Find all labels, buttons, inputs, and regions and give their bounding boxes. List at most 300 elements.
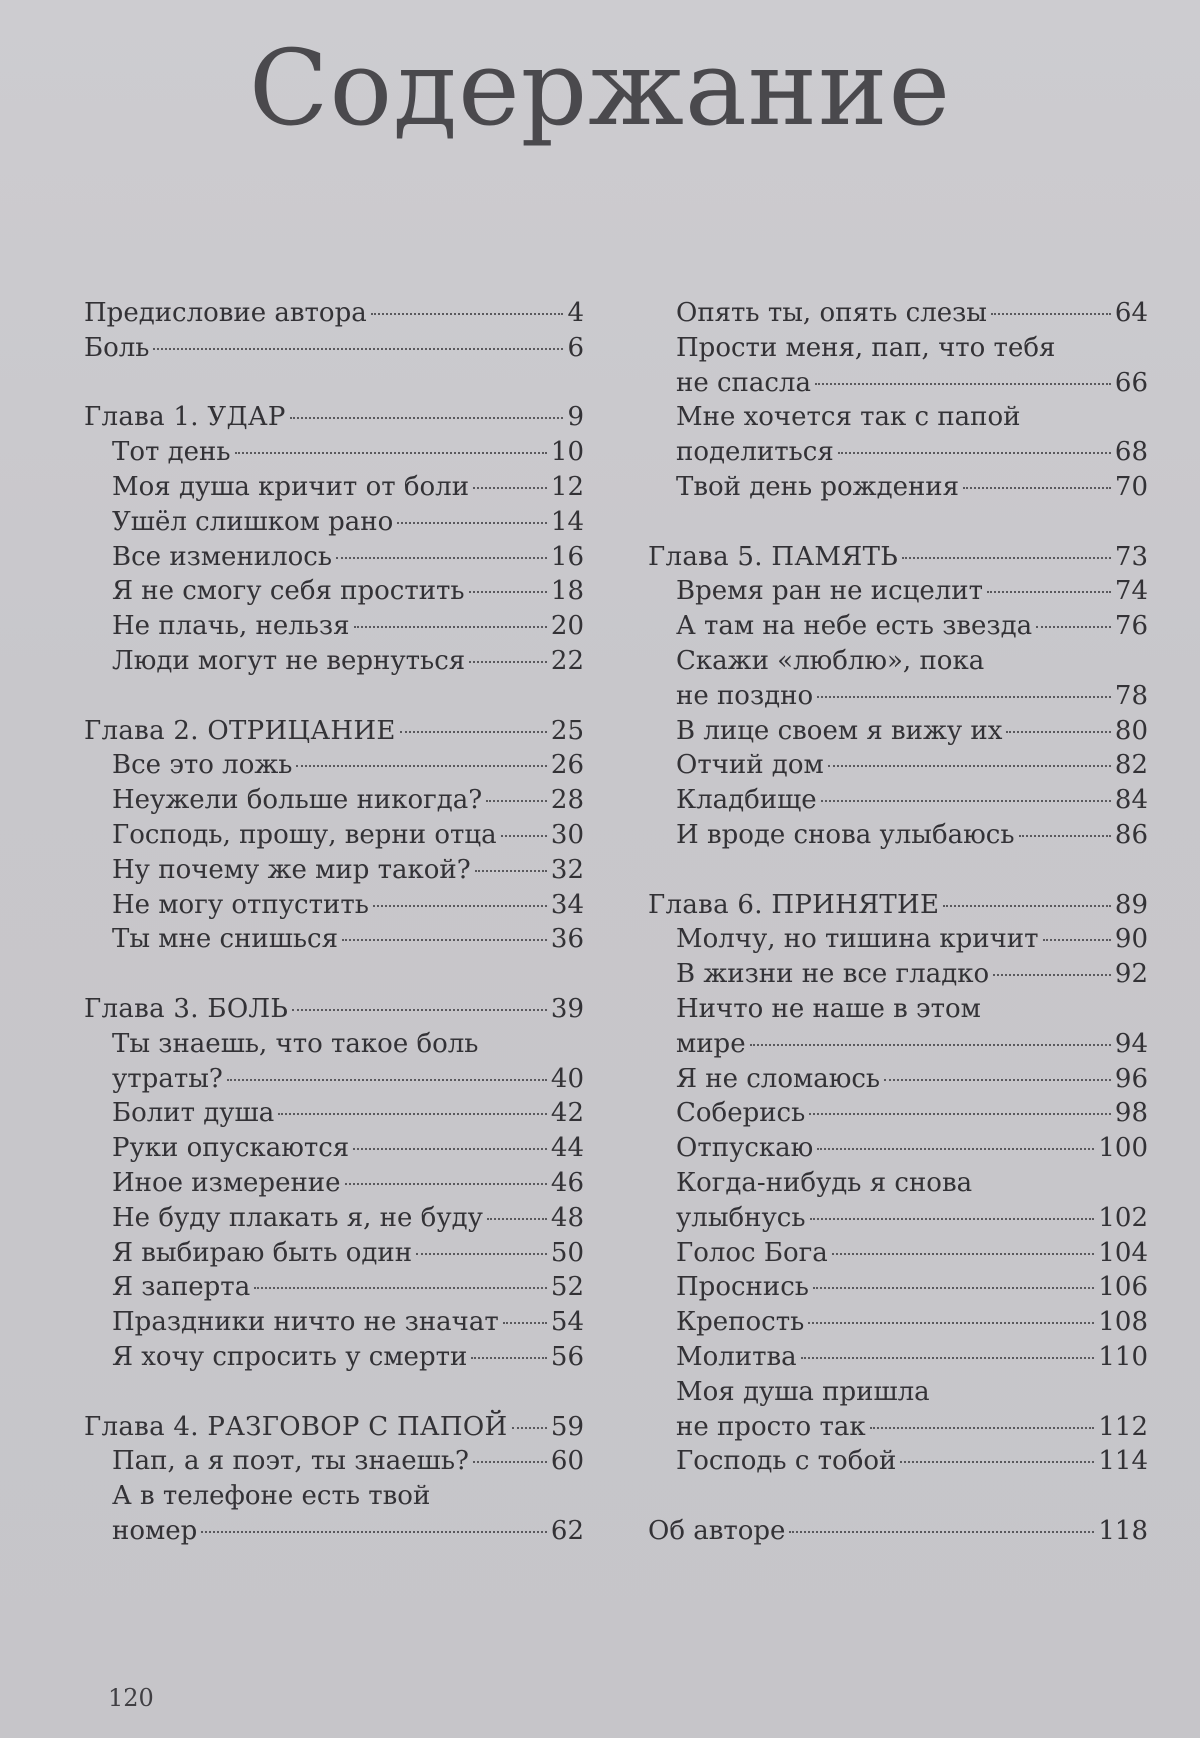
toc-chapter[interactable] — [84, 400, 584, 435]
toc-page-number: 56 — [550, 1341, 584, 1372]
section-spacer — [84, 1375, 584, 1410]
toc-row — [84, 818, 584, 853]
toc-page-number: 80 — [1114, 715, 1148, 746]
toc-row — [648, 470, 1148, 505]
toc-entry-title: Соберись — [676, 1098, 806, 1129]
toc-row — [648, 1444, 1148, 1479]
toc-row — [84, 1514, 584, 1549]
dot-leader — [469, 660, 547, 663]
toc-entry-title: Болит душа — [112, 1098, 275, 1129]
toc-entry-title: улыбнусь — [676, 1202, 806, 1233]
toc-row — [648, 679, 1148, 714]
toc-entry[interactable] — [84, 1096, 584, 1131]
toc-row — [84, 574, 584, 609]
toc-entry[interactable] — [84, 609, 584, 644]
toc-entry[interactable] — [84, 435, 584, 470]
dot-leader — [808, 1321, 1094, 1324]
toc-entry-title: Время ран не исцелит — [676, 576, 983, 607]
toc-entry-title: не поздно — [676, 680, 814, 711]
toc-entry[interactable] — [648, 783, 1148, 818]
toc-row — [648, 1201, 1148, 1236]
toc-page-number: 98 — [1114, 1098, 1148, 1129]
toc-entry[interactable] — [84, 1201, 584, 1236]
toc-entry[interactable] — [84, 1027, 584, 1097]
toc-page-number: 30 — [550, 819, 584, 850]
toc-entry-title: поделиться — [676, 437, 834, 468]
toc-page-number: 59 — [550, 1411, 584, 1442]
toc-page-number: 114 — [1098, 1446, 1148, 1477]
dot-leader — [371, 312, 564, 315]
toc-row — [648, 748, 1148, 783]
toc-page-number: 108 — [1098, 1307, 1148, 1338]
dot-leader — [278, 1112, 547, 1115]
toc-entry-title: утраты? — [112, 1063, 223, 1094]
toc-row — [648, 366, 1148, 401]
dot-leader — [801, 1356, 1095, 1359]
toc-row — [84, 1340, 584, 1375]
toc-page-number: 66 — [1114, 367, 1148, 398]
toc-page-number: 112 — [1098, 1411, 1148, 1442]
dot-leader — [290, 416, 564, 419]
toc-entry[interactable] — [84, 644, 584, 679]
toc-row — [648, 1410, 1148, 1445]
toc-entry[interactable] — [648, 714, 1148, 749]
toc-page-number: 14 — [550, 506, 584, 537]
dot-leader — [828, 764, 1111, 767]
toc-page-number: 52 — [550, 1272, 584, 1303]
dot-leader — [817, 695, 1111, 698]
dot-leader — [838, 451, 1111, 454]
toc-row — [648, 1514, 1148, 1549]
toc-row — [648, 957, 1148, 992]
toc-entry[interactable] — [84, 296, 584, 331]
toc-entry-title: Крепость — [676, 1307, 805, 1338]
toc-entry-title: Руки опускаются — [112, 1133, 350, 1164]
toc-row — [84, 296, 584, 331]
toc-page-number: 104 — [1098, 1237, 1148, 1268]
toc-chapter[interactable] — [648, 540, 1148, 575]
toc-entry[interactable] — [84, 888, 584, 923]
toc-entry[interactable] — [648, 1166, 1148, 1236]
dot-leader — [473, 486, 547, 489]
toc-row — [84, 1166, 584, 1201]
dot-leader — [354, 625, 547, 628]
dot-leader — [821, 799, 1111, 802]
toc-row — [648, 1340, 1148, 1375]
toc-page-number: 70 — [1114, 471, 1148, 502]
toc-row — [648, 1096, 1148, 1131]
dot-leader — [336, 556, 547, 559]
toc-row — [84, 748, 584, 783]
toc-row — [84, 644, 584, 679]
toc-page-number: 82 — [1114, 750, 1148, 781]
toc-chapter[interactable] — [84, 1410, 584, 1445]
toc-row — [84, 992, 584, 1027]
toc-row — [84, 540, 584, 575]
toc-page-number: 20 — [550, 611, 584, 642]
toc-page-number: 16 — [550, 541, 584, 572]
toc-entry-title: И вроде снова улыбаюсь — [676, 819, 1015, 850]
toc-entry-title: Не буду плакать я, не буду — [112, 1202, 483, 1233]
toc-entry-title: Опять ты, опять слезы — [676, 298, 987, 328]
toc-page-number: 64 — [1114, 298, 1148, 328]
toc-row — [648, 1270, 1148, 1305]
dot-leader — [813, 1286, 1094, 1289]
toc-row — [84, 505, 584, 540]
toc-page-number: 78 — [1114, 680, 1148, 711]
toc-page-number: 102 — [1098, 1202, 1148, 1233]
toc-page-number: 86 — [1114, 819, 1148, 850]
toc-row — [84, 1444, 584, 1479]
toc-entry[interactable] — [84, 1305, 584, 1340]
toc-page-number: 84 — [1114, 785, 1148, 816]
toc-entry-title: Я хочу спросить у смерти — [112, 1341, 468, 1372]
toc-row — [84, 1062, 584, 1097]
toc-entry-title: Я не смогу себя простить — [112, 576, 465, 607]
toc-entry[interactable] — [648, 1062, 1148, 1097]
toc-entry-title: Иное измерение — [112, 1167, 341, 1198]
toc-page-number: 76 — [1114, 611, 1148, 642]
toc-row — [84, 853, 584, 888]
dot-leader — [991, 312, 1111, 315]
dot-leader — [501, 834, 547, 837]
toc-page-number: 68 — [1114, 437, 1148, 468]
toc-entry-title: Молитва — [676, 1341, 797, 1372]
toc-entry[interactable] — [84, 470, 584, 505]
dot-leader — [789, 1530, 1094, 1533]
toc-entry-title: Я заперта — [112, 1272, 251, 1303]
toc-entry[interactable] — [648, 1236, 1148, 1271]
toc-chapter[interactable] — [648, 888, 1148, 923]
toc-row — [648, 574, 1148, 609]
toc-entry-title: В лице своем я вижу их — [676, 715, 1003, 746]
dot-leader — [1036, 625, 1111, 628]
toc-entry[interactable] — [84, 574, 584, 609]
page-number: 120 — [108, 1684, 154, 1712]
toc-entry[interactable] — [648, 1305, 1148, 1340]
toc-page-number: 4 — [567, 298, 584, 328]
toc-entry-title: В жизни не все гладко — [676, 959, 990, 990]
toc-entry-title: Кладбище — [676, 785, 817, 816]
toc-entry-title: не спасла — [676, 367, 811, 398]
toc-entry[interactable] — [84, 1340, 584, 1375]
toc-entry-title-line: Ничто не наше в этом — [676, 993, 981, 1024]
toc-entry-title: Пап, а я поэт, ты знаешь? — [112, 1446, 469, 1477]
dot-leader — [292, 1008, 547, 1011]
toc-entry[interactable] — [648, 1131, 1148, 1166]
toc-entry-title-line: Мне хочется так с папой — [676, 402, 1021, 433]
dot-leader — [475, 869, 547, 872]
toc-page-number: 26 — [550, 750, 584, 781]
toc-entry-title: Голос Бога — [676, 1237, 828, 1268]
dot-leader — [810, 1217, 1095, 1220]
dot-leader — [815, 382, 1111, 385]
toc-entry[interactable] — [84, 1236, 584, 1271]
toc-entry-title-line: Ты знаешь, что такое боль — [112, 1028, 479, 1059]
toc-entry-title: Ты мне снишься — [112, 924, 339, 955]
toc-page-number: 73 — [1114, 541, 1148, 572]
toc-row — [648, 1062, 1148, 1097]
dot-leader — [397, 521, 547, 524]
toc-entry[interactable] — [84, 922, 584, 957]
toc-entry[interactable] — [84, 1270, 584, 1305]
dot-leader — [296, 764, 546, 767]
toc-page-number: 100 — [1098, 1133, 1148, 1164]
toc-row — [84, 470, 584, 505]
toc-entry[interactable] — [84, 783, 584, 818]
dot-leader — [884, 1078, 1111, 1081]
toc-entry-title: Глава 2. ОТРИЦАНИЕ — [84, 715, 396, 746]
toc-entry-title-line: Моя душа пришла — [676, 1376, 930, 1407]
toc-page-number: 74 — [1114, 576, 1148, 607]
toc-entry-title: Отчий дом — [676, 750, 824, 781]
toc-page-number: 90 — [1114, 924, 1148, 955]
toc-entry-title: Не могу отпустить — [112, 889, 369, 920]
toc-entry-title-line: Скажи «люблю», пока — [676, 645, 985, 676]
toc-row — [84, 783, 584, 818]
dot-leader — [400, 730, 547, 733]
page-title: Содержание — [248, 27, 952, 149]
toc-entry[interactable] — [84, 331, 584, 366]
toc-entry-title: Глава 4. РАЗГОВОР С ПАПОЙ — [84, 1411, 508, 1442]
toc-chapter[interactable] — [84, 714, 584, 749]
toc-page-number: 12 — [550, 471, 584, 502]
toc-row — [84, 1410, 584, 1445]
toc-entry[interactable] — [84, 1131, 584, 1166]
toc-row — [648, 888, 1148, 923]
dot-leader — [345, 1182, 547, 1185]
dot-leader — [153, 347, 563, 350]
toc-row — [648, 1236, 1148, 1271]
section-spacer — [84, 679, 584, 714]
toc-entry[interactable] — [648, 1270, 1148, 1305]
toc-page-number: 46 — [550, 1167, 584, 1198]
toc-page-number: 10 — [550, 437, 584, 468]
toc-row — [84, 922, 584, 957]
toc-entry-title: Все изменилось — [112, 541, 332, 572]
dot-leader — [353, 1147, 547, 1150]
toc-entry[interactable] — [84, 505, 584, 540]
toc-page-number: 22 — [550, 645, 584, 676]
toc-page-number: 54 — [550, 1307, 584, 1338]
toc-entry-title: Все это ложь — [112, 750, 293, 781]
toc-page-number: 94 — [1114, 1028, 1148, 1059]
toc-page-number: 118 — [1098, 1515, 1148, 1546]
toc-page-number: 106 — [1098, 1272, 1148, 1303]
dot-leader — [254, 1286, 547, 1289]
section-spacer — [648, 1479, 1148, 1514]
toc-entry-title: номер — [112, 1515, 198, 1546]
toc-entry-title-line: Когда-нибудь я снова — [676, 1167, 973, 1198]
toc-row — [84, 1270, 584, 1305]
toc-entry[interactable] — [648, 574, 1148, 609]
toc-entry[interactable] — [84, 748, 584, 783]
dot-leader — [487, 1217, 547, 1220]
toc-page-number: 60 — [550, 1446, 584, 1477]
toc-entry-title: Праздники ничто не значат — [112, 1307, 499, 1338]
toc-entry-title: Твой день рождения — [676, 471, 960, 502]
toc-entry-title-line: А в телефоне есть твой — [112, 1481, 431, 1512]
dot-leader — [469, 590, 547, 593]
toc-entry[interactable] — [648, 1514, 1148, 1549]
toc-row — [84, 609, 584, 644]
toc-page-number: 39 — [550, 993, 584, 1024]
toc-entry[interactable] — [648, 1096, 1148, 1131]
toc-entry-title: Господь, прошу, верни отца — [112, 819, 497, 850]
toc-entry[interactable] — [648, 609, 1148, 644]
dot-leader — [817, 1147, 1094, 1150]
dot-leader — [201, 1530, 547, 1533]
toc-entry-title: Глава 5. ПАМЯТЬ — [648, 541, 899, 572]
dot-leader — [471, 1356, 547, 1359]
toc-entry-title: Не плачь, нельзя — [112, 611, 350, 642]
toc-entry-title: Ушёл слишком рано — [112, 506, 394, 537]
toc-entry-title: Господь с тобой — [676, 1446, 897, 1477]
toc-page-number: 9 — [567, 402, 584, 433]
toc-page-number: 34 — [550, 889, 584, 920]
toc-entry-title: Неужели больше никогда? — [112, 785, 483, 816]
toc-row — [648, 296, 1148, 331]
dot-leader — [870, 1426, 1095, 1429]
toc-page-number: 96 — [1114, 1063, 1148, 1094]
toc-page-number: 32 — [550, 854, 584, 885]
toc-row — [84, 888, 584, 923]
dot-leader — [832, 1252, 1095, 1255]
toc-row — [648, 1027, 1148, 1062]
toc-entry-title: Проснись — [676, 1272, 809, 1303]
toc-entry[interactable] — [648, 1444, 1148, 1479]
toc-row — [84, 1201, 584, 1236]
toc-entry-title: Тот день — [112, 437, 231, 468]
toc-row — [648, 540, 1148, 575]
toc-row — [84, 400, 584, 435]
dot-leader — [227, 1078, 547, 1081]
toc-row — [84, 1305, 584, 1340]
toc-page-number: 92 — [1114, 959, 1148, 990]
toc-row — [84, 1236, 584, 1271]
toc-entry[interactable] — [648, 1340, 1148, 1375]
toc-row — [84, 1131, 584, 1166]
dot-leader — [993, 973, 1111, 976]
section-spacer — [84, 957, 584, 992]
toc-page-number: 62 — [550, 1515, 584, 1546]
toc-entry[interactable] — [648, 748, 1148, 783]
dot-leader — [809, 1112, 1111, 1115]
toc-chapter[interactable] — [84, 992, 584, 1027]
toc-page-number: 28 — [550, 785, 584, 816]
toc-column-left — [84, 296, 584, 1549]
toc-entry[interactable] — [648, 470, 1148, 505]
toc-entry[interactable] — [648, 992, 1148, 1062]
dot-leader — [987, 590, 1111, 593]
toc-entry-title-line: Прости меня, пап, что тебя — [676, 332, 1056, 363]
dot-leader — [503, 1321, 547, 1324]
toc-page-number: 50 — [550, 1237, 584, 1268]
toc-entry[interactable] — [648, 296, 1148, 331]
toc-row — [648, 818, 1148, 853]
dot-leader — [963, 486, 1111, 489]
toc-row — [648, 1131, 1148, 1166]
toc-entry-title: Предисловие автора — [84, 298, 367, 328]
dot-leader — [235, 451, 547, 454]
toc-row — [648, 1305, 1148, 1340]
toc-page-number: 18 — [550, 576, 584, 607]
toc-row — [84, 1096, 584, 1131]
toc-entry-title: Глава 6. ПРИНЯТИЕ — [648, 889, 940, 920]
toc-entry-title: Глава 3. БОЛЬ — [84, 993, 289, 1024]
toc-entry[interactable] — [648, 1375, 1148, 1445]
toc-page-number: 110 — [1098, 1341, 1148, 1372]
toc-entry-title: Об авторе — [648, 1515, 786, 1546]
toc-entry-title: мире — [676, 1028, 746, 1059]
dot-leader — [473, 1460, 547, 1463]
dot-leader — [1043, 938, 1111, 941]
toc-row — [84, 714, 584, 749]
toc-entry[interactable] — [648, 400, 1148, 470]
toc-page-number: 36 — [550, 924, 584, 955]
dot-leader — [1006, 730, 1110, 733]
dot-leader — [512, 1426, 547, 1429]
toc-page-number: 40 — [550, 1063, 584, 1094]
dot-leader — [373, 904, 547, 907]
toc-entry-title: Молчу, но тишина кричит — [676, 924, 1039, 955]
toc-entry-title: Я не сломаюсь — [676, 1063, 881, 1094]
toc-page-number: 89 — [1114, 889, 1148, 920]
toc-row — [648, 783, 1148, 818]
toc-entry[interactable] — [648, 957, 1148, 992]
toc-row — [84, 331, 584, 366]
dot-leader — [900, 1460, 1094, 1463]
toc-entry[interactable] — [648, 331, 1148, 401]
toc-page-number: 44 — [550, 1133, 584, 1164]
toc-entry[interactable] — [84, 1444, 584, 1479]
dot-leader — [486, 799, 547, 802]
toc-entry[interactable] — [84, 818, 584, 853]
toc-entry-title: Глава 1. УДАР — [84, 402, 286, 433]
toc-row — [648, 714, 1148, 749]
toc-page-number: 6 — [567, 332, 584, 363]
toc-entry[interactable] — [84, 1479, 584, 1549]
toc-entry[interactable] — [648, 644, 1148, 714]
toc-row — [648, 922, 1148, 957]
toc-entry[interactable] — [648, 922, 1148, 957]
dot-leader — [416, 1252, 547, 1255]
section-spacer — [84, 366, 584, 401]
toc-entry-title: Моя душа кричит от боли — [112, 471, 470, 502]
toc-page-number: 25 — [550, 715, 584, 746]
toc-entry[interactable] — [84, 853, 584, 888]
toc-row — [648, 609, 1148, 644]
toc-entry-title: Я выбираю быть один — [112, 1237, 413, 1268]
toc-entry-title: Боль — [84, 332, 150, 363]
toc-entry[interactable] — [84, 540, 584, 575]
dot-leader — [943, 904, 1111, 907]
toc-entry[interactable] — [648, 818, 1148, 853]
toc-entry-title: Отпускаю — [676, 1133, 814, 1164]
toc-entry-title: А там на небе есть звезда — [676, 611, 1033, 642]
toc-entry-title: Ну почему же мир такой? — [112, 854, 471, 885]
toc-entry-title: не просто так — [676, 1411, 866, 1442]
section-spacer — [648, 853, 1148, 888]
toc-entry[interactable] — [84, 1166, 584, 1201]
toc-row — [84, 435, 584, 470]
toc-column-right — [648, 296, 1148, 1549]
dot-leader — [1019, 834, 1111, 837]
dot-leader — [750, 1043, 1111, 1046]
dot-leader — [902, 556, 1111, 559]
toc-entry-title: Люди могут не вернуться — [112, 645, 466, 676]
dot-leader — [342, 938, 547, 941]
